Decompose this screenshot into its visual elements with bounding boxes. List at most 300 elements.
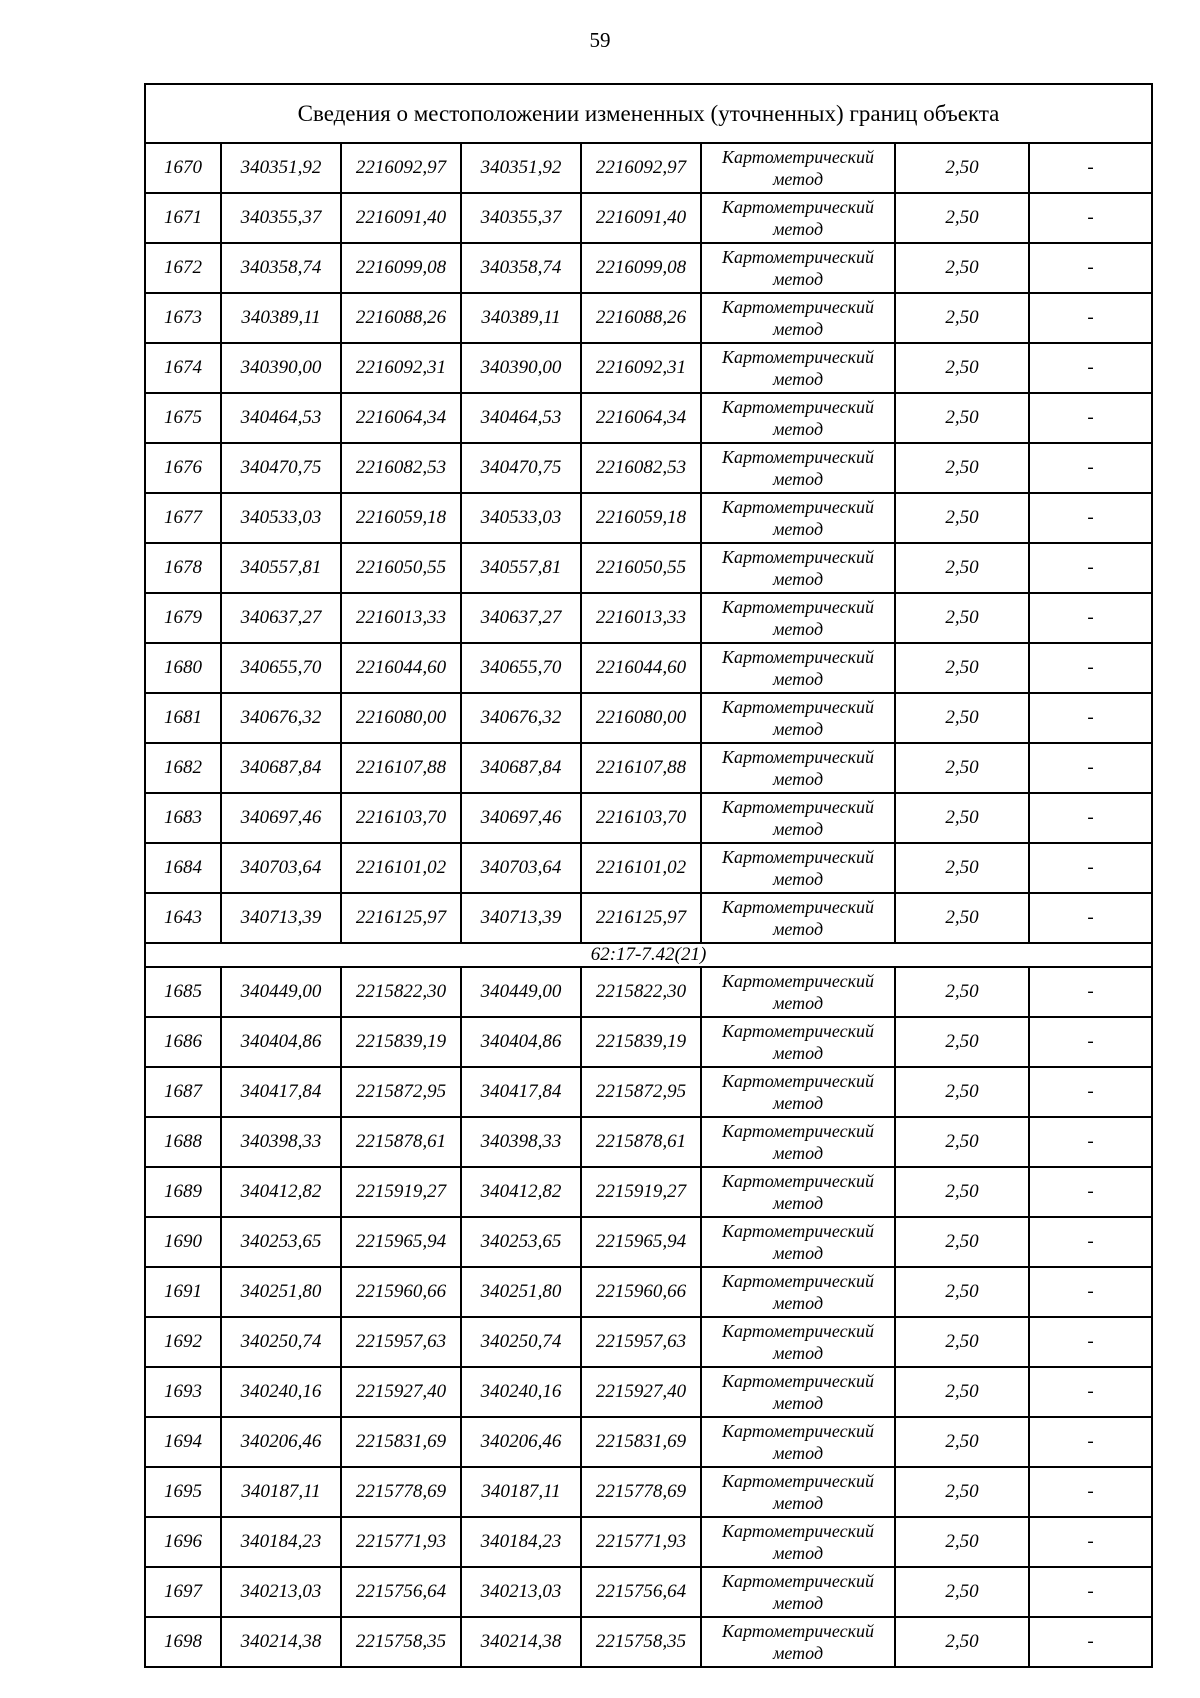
point-number-cell: 1694 (145, 1417, 221, 1467)
table-row (145, 493, 1152, 543)
x-new-cell: 340351,92 (461, 143, 581, 193)
method-cell (701, 543, 895, 593)
description-cell: - (1029, 1067, 1152, 1117)
y-new-cell: 2215831,69 (581, 1417, 701, 1467)
y-new-cell: 2215756,64 (581, 1567, 701, 1617)
table-row (145, 967, 1152, 1017)
description-cell: - (1029, 1317, 1152, 1367)
method-line2: метод (772, 369, 824, 389)
accuracy-cell: 2,50 (895, 893, 1029, 943)
x-new-cell: 340251,80 (461, 1267, 581, 1317)
description-cell: - (1029, 1017, 1152, 1067)
method-cell (701, 1367, 895, 1417)
method-line1: Картометрический (721, 1421, 874, 1441)
method-line1: Картометрический (721, 147, 874, 167)
table-title: Сведения о местоположении измененных (уточненных) границ объекта (145, 84, 1152, 143)
method-line1: Картометрический (721, 247, 874, 267)
point-number-cell: 1673 (145, 293, 221, 343)
method-cell (701, 1267, 895, 1317)
method-cell (701, 1117, 895, 1167)
accuracy-cell: 2,50 (895, 967, 1029, 1017)
accuracy-cell: 2,50 (895, 1367, 1029, 1417)
y-existing-cell: 2216107,88 (341, 743, 461, 793)
y-existing-cell: 2216103,70 (341, 793, 461, 843)
table-row (145, 893, 1152, 943)
method-line2: метод (772, 269, 824, 289)
y-new-cell: 2215957,63 (581, 1317, 701, 1367)
x-existing-cell: 340687,84 (221, 743, 341, 793)
y-new-cell: 2215965,94 (581, 1217, 701, 1267)
x-new-cell: 340253,65 (461, 1217, 581, 1267)
section-label: 62:17-7.42(21) (145, 943, 1152, 967)
table-row (145, 1267, 1152, 1317)
method-cell (701, 243, 895, 293)
point-number-cell: 1691 (145, 1267, 221, 1317)
method-cell (701, 643, 895, 693)
y-existing-cell: 2215927,40 (341, 1367, 461, 1417)
table-row (145, 1367, 1152, 1417)
accuracy-cell: 2,50 (895, 293, 1029, 343)
table-row (145, 1617, 1152, 1667)
table-row (145, 693, 1152, 743)
table-row (145, 143, 1152, 193)
method-line2: метод (772, 869, 824, 889)
y-new-cell: 2215839,19 (581, 1017, 701, 1067)
method-cell (701, 1567, 895, 1617)
x-existing-cell: 340533,03 (221, 493, 341, 543)
method-line2: метод (772, 1593, 824, 1613)
x-existing-cell: 340404,86 (221, 1017, 341, 1067)
description-cell: - (1029, 1367, 1152, 1417)
description-cell: - (1029, 1567, 1152, 1617)
description-cell: - (1029, 143, 1152, 193)
x-new-cell: 340213,03 (461, 1567, 581, 1617)
description-cell: - (1029, 343, 1152, 393)
method-line2: метод (772, 469, 824, 489)
description-cell: - (1029, 193, 1152, 243)
method-line1: Картометрический (721, 1371, 874, 1391)
accuracy-cell: 2,50 (895, 1117, 1029, 1167)
method-cell (701, 1317, 895, 1367)
y-new-cell: 2216064,34 (581, 393, 701, 443)
method-cell (701, 1167, 895, 1217)
y-existing-cell: 2215778,69 (341, 1467, 461, 1517)
x-new-cell: 340214,38 (461, 1617, 581, 1667)
method-cell (701, 293, 895, 343)
method-line1: Картометрический (721, 1071, 874, 1091)
method-line1: Картометрический (721, 497, 874, 517)
y-existing-cell: 2215839,19 (341, 1017, 461, 1067)
y-existing-cell: 2216044,60 (341, 643, 461, 693)
x-new-cell: 340389,11 (461, 293, 581, 343)
x-new-cell: 340676,32 (461, 693, 581, 743)
point-number-cell: 1690 (145, 1217, 221, 1267)
x-existing-cell: 340206,46 (221, 1417, 341, 1467)
point-number-cell: 1672 (145, 243, 221, 293)
method-line2: метод (772, 319, 824, 339)
method-cell (701, 193, 895, 243)
table-row (145, 343, 1152, 393)
description-cell: - (1029, 293, 1152, 343)
x-new-cell: 340398,33 (461, 1117, 581, 1167)
x-existing-cell: 340464,53 (221, 393, 341, 443)
y-new-cell: 2216050,55 (581, 543, 701, 593)
method-cell (701, 393, 895, 443)
description-cell: - (1029, 793, 1152, 843)
x-existing-cell: 340358,74 (221, 243, 341, 293)
table-row (145, 243, 1152, 293)
accuracy-cell: 2,50 (895, 843, 1029, 893)
method-line1: Картометрический (721, 597, 874, 617)
description-cell: - (1029, 1167, 1152, 1217)
point-number-cell: 1683 (145, 793, 221, 843)
point-number-cell: 1685 (145, 967, 221, 1017)
y-existing-cell: 2215872,95 (341, 1067, 461, 1117)
point-number-cell: 1681 (145, 693, 221, 743)
table-row (145, 1567, 1152, 1617)
x-new-cell: 340464,53 (461, 393, 581, 443)
method-line2: метод (772, 519, 824, 539)
accuracy-cell: 2,50 (895, 1517, 1029, 1567)
x-new-cell: 340417,84 (461, 1067, 581, 1117)
method-line1: Картометрический (721, 1171, 874, 1191)
point-number-cell: 1674 (145, 343, 221, 393)
accuracy-cell: 2,50 (895, 343, 1029, 393)
method-line1: Картометрический (721, 197, 874, 217)
table-row (145, 793, 1152, 843)
method-line1: Картометрический (721, 1121, 874, 1141)
x-new-cell: 340533,03 (461, 493, 581, 543)
method-line1: Картометрический (721, 1471, 874, 1491)
boundary-coordinates-table (144, 83, 1153, 1668)
y-new-cell: 2216125,97 (581, 893, 701, 943)
table-row (145, 593, 1152, 643)
x-new-cell: 340187,11 (461, 1467, 581, 1517)
description-cell: - (1029, 1467, 1152, 1517)
method-line2: метод (772, 769, 824, 789)
method-line1: Картометрический (721, 1321, 874, 1341)
method-line1: Картометрический (721, 1521, 874, 1541)
method-line1: Картометрический (721, 1021, 874, 1041)
method-cell (701, 793, 895, 843)
point-number-cell: 1676 (145, 443, 221, 493)
method-line2: метод (772, 1043, 824, 1063)
description-cell: - (1029, 493, 1152, 543)
accuracy-cell: 2,50 (895, 1267, 1029, 1317)
table-row (145, 193, 1152, 243)
method-line1: Картометрический (721, 1221, 874, 1241)
y-new-cell: 2216107,88 (581, 743, 701, 793)
x-existing-cell: 340251,80 (221, 1267, 341, 1317)
y-existing-cell: 2215957,63 (341, 1317, 461, 1367)
y-existing-cell: 2216099,08 (341, 243, 461, 293)
description-cell: - (1029, 443, 1152, 493)
table-row (145, 843, 1152, 893)
y-existing-cell: 2215771,93 (341, 1517, 461, 1567)
method-line1: Картометрический (721, 647, 874, 667)
y-new-cell: 2215878,61 (581, 1117, 701, 1167)
x-existing-cell: 340214,38 (221, 1617, 341, 1667)
x-existing-cell: 340655,70 (221, 643, 341, 693)
y-existing-cell: 2215965,94 (341, 1217, 461, 1267)
table-row (145, 1167, 1152, 1217)
x-new-cell: 340697,46 (461, 793, 581, 843)
method-line2: метод (772, 919, 824, 939)
accuracy-cell: 2,50 (895, 1567, 1029, 1617)
method-cell (701, 1467, 895, 1517)
method-line1: Картометрический (721, 897, 874, 917)
accuracy-cell: 2,50 (895, 593, 1029, 643)
y-existing-cell: 2216101,02 (341, 843, 461, 893)
accuracy-cell: 2,50 (895, 1167, 1029, 1217)
description-cell: - (1029, 543, 1152, 593)
point-number-cell: 1688 (145, 1117, 221, 1167)
x-existing-cell: 340637,27 (221, 593, 341, 643)
description-cell: - (1029, 243, 1152, 293)
method-line1: Картометрический (721, 971, 874, 991)
table-row (145, 1117, 1152, 1167)
y-new-cell: 2215919,27 (581, 1167, 701, 1217)
description-cell: - (1029, 967, 1152, 1017)
method-line1: Картометрический (721, 1271, 874, 1291)
y-existing-cell: 2215878,61 (341, 1117, 461, 1167)
x-existing-cell: 340187,11 (221, 1467, 341, 1517)
x-existing-cell: 340390,00 (221, 343, 341, 393)
description-cell: - (1029, 593, 1152, 643)
x-existing-cell: 340412,82 (221, 1167, 341, 1217)
accuracy-cell: 2,50 (895, 393, 1029, 443)
y-existing-cell: 2216082,53 (341, 443, 461, 493)
method-line1: Картометрический (721, 447, 874, 467)
x-new-cell: 340240,16 (461, 1367, 581, 1417)
description-cell: - (1029, 643, 1152, 693)
y-existing-cell: 2215756,64 (341, 1567, 461, 1617)
point-number-cell: 1689 (145, 1167, 221, 1217)
method-cell (701, 143, 895, 193)
description-cell: - (1029, 1417, 1152, 1467)
method-cell (701, 843, 895, 893)
x-existing-cell: 340184,23 (221, 1517, 341, 1567)
x-existing-cell: 340470,75 (221, 443, 341, 493)
accuracy-cell: 2,50 (895, 443, 1029, 493)
method-line2: метод (772, 669, 824, 689)
description-cell: - (1029, 1117, 1152, 1167)
y-new-cell: 2216103,70 (581, 793, 701, 843)
y-new-cell: 2216092,97 (581, 143, 701, 193)
x-new-cell: 340655,70 (461, 643, 581, 693)
y-new-cell: 2216080,00 (581, 693, 701, 743)
y-existing-cell: 2215831,69 (341, 1417, 461, 1467)
x-existing-cell: 340417,84 (221, 1067, 341, 1117)
method-line1: Картометрический (721, 347, 874, 367)
y-existing-cell: 2216092,97 (341, 143, 461, 193)
y-existing-cell: 2216013,33 (341, 593, 461, 643)
method-line2: метод (772, 1543, 824, 1563)
y-new-cell: 2216088,26 (581, 293, 701, 343)
y-existing-cell: 2215758,35 (341, 1617, 461, 1667)
accuracy-cell: 2,50 (895, 643, 1029, 693)
table-row (145, 443, 1152, 493)
x-new-cell: 340206,46 (461, 1417, 581, 1467)
accuracy-cell: 2,50 (895, 693, 1029, 743)
accuracy-cell: 2,50 (895, 743, 1029, 793)
page-number: 59 (589, 28, 611, 52)
x-new-cell: 340470,75 (461, 443, 581, 493)
point-number-cell: 1670 (145, 143, 221, 193)
point-number-cell: 1687 (145, 1067, 221, 1117)
description-cell: - (1029, 843, 1152, 893)
method-line2: метод (772, 1193, 824, 1213)
method-line1: Картометрический (721, 847, 874, 867)
y-new-cell: 2215771,93 (581, 1517, 701, 1567)
point-number-cell: 1675 (145, 393, 221, 443)
x-existing-cell: 340557,81 (221, 543, 341, 593)
point-number-cell: 1684 (145, 843, 221, 893)
x-new-cell: 340390,00 (461, 343, 581, 393)
y-new-cell: 2216044,60 (581, 643, 701, 693)
description-cell: - (1029, 1217, 1152, 1267)
x-existing-cell: 340676,32 (221, 693, 341, 743)
method-cell (701, 343, 895, 393)
x-new-cell: 340687,84 (461, 743, 581, 793)
x-existing-cell: 340355,37 (221, 193, 341, 243)
table-row (145, 1467, 1152, 1517)
x-new-cell: 340557,81 (461, 543, 581, 593)
method-cell (701, 1417, 895, 1467)
method-cell (701, 1017, 895, 1067)
y-existing-cell: 2215919,27 (341, 1167, 461, 1217)
description-cell: - (1029, 393, 1152, 443)
table-row (145, 643, 1152, 693)
accuracy-cell: 2,50 (895, 143, 1029, 193)
x-new-cell: 340713,39 (461, 893, 581, 943)
method-line2: метод (772, 1393, 824, 1413)
method-line2: метод (772, 719, 824, 739)
y-new-cell: 2216099,08 (581, 243, 701, 293)
method-line2: метод (772, 419, 824, 439)
description-cell: - (1029, 693, 1152, 743)
method-line1: Картометрический (721, 1621, 874, 1641)
y-existing-cell: 2216125,97 (341, 893, 461, 943)
point-number-cell: 1680 (145, 643, 221, 693)
accuracy-cell: 2,50 (895, 1617, 1029, 1667)
method-line2: метод (772, 619, 824, 639)
y-new-cell: 2216059,18 (581, 493, 701, 543)
x-existing-cell: 340240,16 (221, 1367, 341, 1417)
x-existing-cell: 340351,92 (221, 143, 341, 193)
table-row (145, 1317, 1152, 1367)
x-new-cell: 340637,27 (461, 593, 581, 643)
y-existing-cell: 2216088,26 (341, 293, 461, 343)
point-number-cell: 1679 (145, 593, 221, 643)
x-new-cell: 340412,82 (461, 1167, 581, 1217)
x-new-cell: 340358,74 (461, 243, 581, 293)
description-cell: - (1029, 1517, 1152, 1567)
method-cell (701, 1067, 895, 1117)
y-existing-cell: 2216091,40 (341, 193, 461, 243)
accuracy-cell: 2,50 (895, 1467, 1029, 1517)
method-line2: метод (772, 1443, 824, 1463)
accuracy-cell: 2,50 (895, 793, 1029, 843)
x-new-cell: 340184,23 (461, 1517, 581, 1567)
x-existing-cell: 340250,74 (221, 1317, 341, 1367)
x-existing-cell: 340389,11 (221, 293, 341, 343)
accuracy-cell: 2,50 (895, 493, 1029, 543)
method-line2: метод (772, 993, 824, 1013)
method-line2: метод (772, 1243, 824, 1263)
point-number-cell: 1677 (145, 493, 221, 543)
x-existing-cell: 340449,00 (221, 967, 341, 1017)
y-new-cell: 2215778,69 (581, 1467, 701, 1517)
method-cell (701, 443, 895, 493)
method-cell (701, 693, 895, 743)
accuracy-cell: 2,50 (895, 1317, 1029, 1367)
y-existing-cell: 2216059,18 (341, 493, 461, 543)
x-existing-cell: 340398,33 (221, 1117, 341, 1167)
table-row (145, 1517, 1152, 1567)
table-row (145, 543, 1152, 593)
accuracy-cell: 2,50 (895, 193, 1029, 243)
point-number-cell: 1671 (145, 193, 221, 243)
x-new-cell: 340449,00 (461, 967, 581, 1017)
method-line2: метод (772, 1643, 824, 1663)
method-line2: метод (772, 1293, 824, 1313)
accuracy-cell: 2,50 (895, 243, 1029, 293)
method-line2: метод (772, 819, 824, 839)
y-new-cell: 2216082,53 (581, 443, 701, 493)
description-cell: - (1029, 743, 1152, 793)
point-number-cell: 1698 (145, 1617, 221, 1667)
method-cell (701, 593, 895, 643)
method-cell (701, 743, 895, 793)
y-new-cell: 2215872,95 (581, 1067, 701, 1117)
method-line2: метод (772, 219, 824, 239)
table-row (145, 1417, 1152, 1467)
x-existing-cell: 340697,46 (221, 793, 341, 843)
y-existing-cell: 2215960,66 (341, 1267, 461, 1317)
x-new-cell: 340355,37 (461, 193, 581, 243)
section-row (145, 943, 1152, 967)
point-number-cell: 1692 (145, 1317, 221, 1367)
y-existing-cell: 2216064,34 (341, 393, 461, 443)
point-number-cell: 1678 (145, 543, 221, 593)
method-cell (701, 493, 895, 543)
point-number-cell: 1695 (145, 1467, 221, 1517)
x-new-cell: 340703,64 (461, 843, 581, 893)
y-existing-cell: 2216092,31 (341, 343, 461, 393)
table-title-row (145, 84, 1152, 143)
x-existing-cell: 340713,39 (221, 893, 341, 943)
x-existing-cell: 340703,64 (221, 843, 341, 893)
method-line2: метод (772, 1093, 824, 1113)
method-line1: Картометрический (721, 797, 874, 817)
method-line1: Картометрический (721, 397, 874, 417)
x-new-cell: 340404,86 (461, 1017, 581, 1067)
point-number-cell: 1693 (145, 1367, 221, 1417)
y-new-cell: 2216013,33 (581, 593, 701, 643)
method-cell (701, 893, 895, 943)
y-new-cell: 2216101,02 (581, 843, 701, 893)
accuracy-cell: 2,50 (895, 1017, 1029, 1067)
point-number-cell: 1643 (145, 893, 221, 943)
accuracy-cell: 2,50 (895, 543, 1029, 593)
table-row (145, 393, 1152, 443)
y-new-cell: 2215927,40 (581, 1367, 701, 1417)
method-cell (701, 1617, 895, 1667)
x-existing-cell: 340253,65 (221, 1217, 341, 1267)
method-line1: Картометрический (721, 747, 874, 767)
method-cell (701, 967, 895, 1017)
